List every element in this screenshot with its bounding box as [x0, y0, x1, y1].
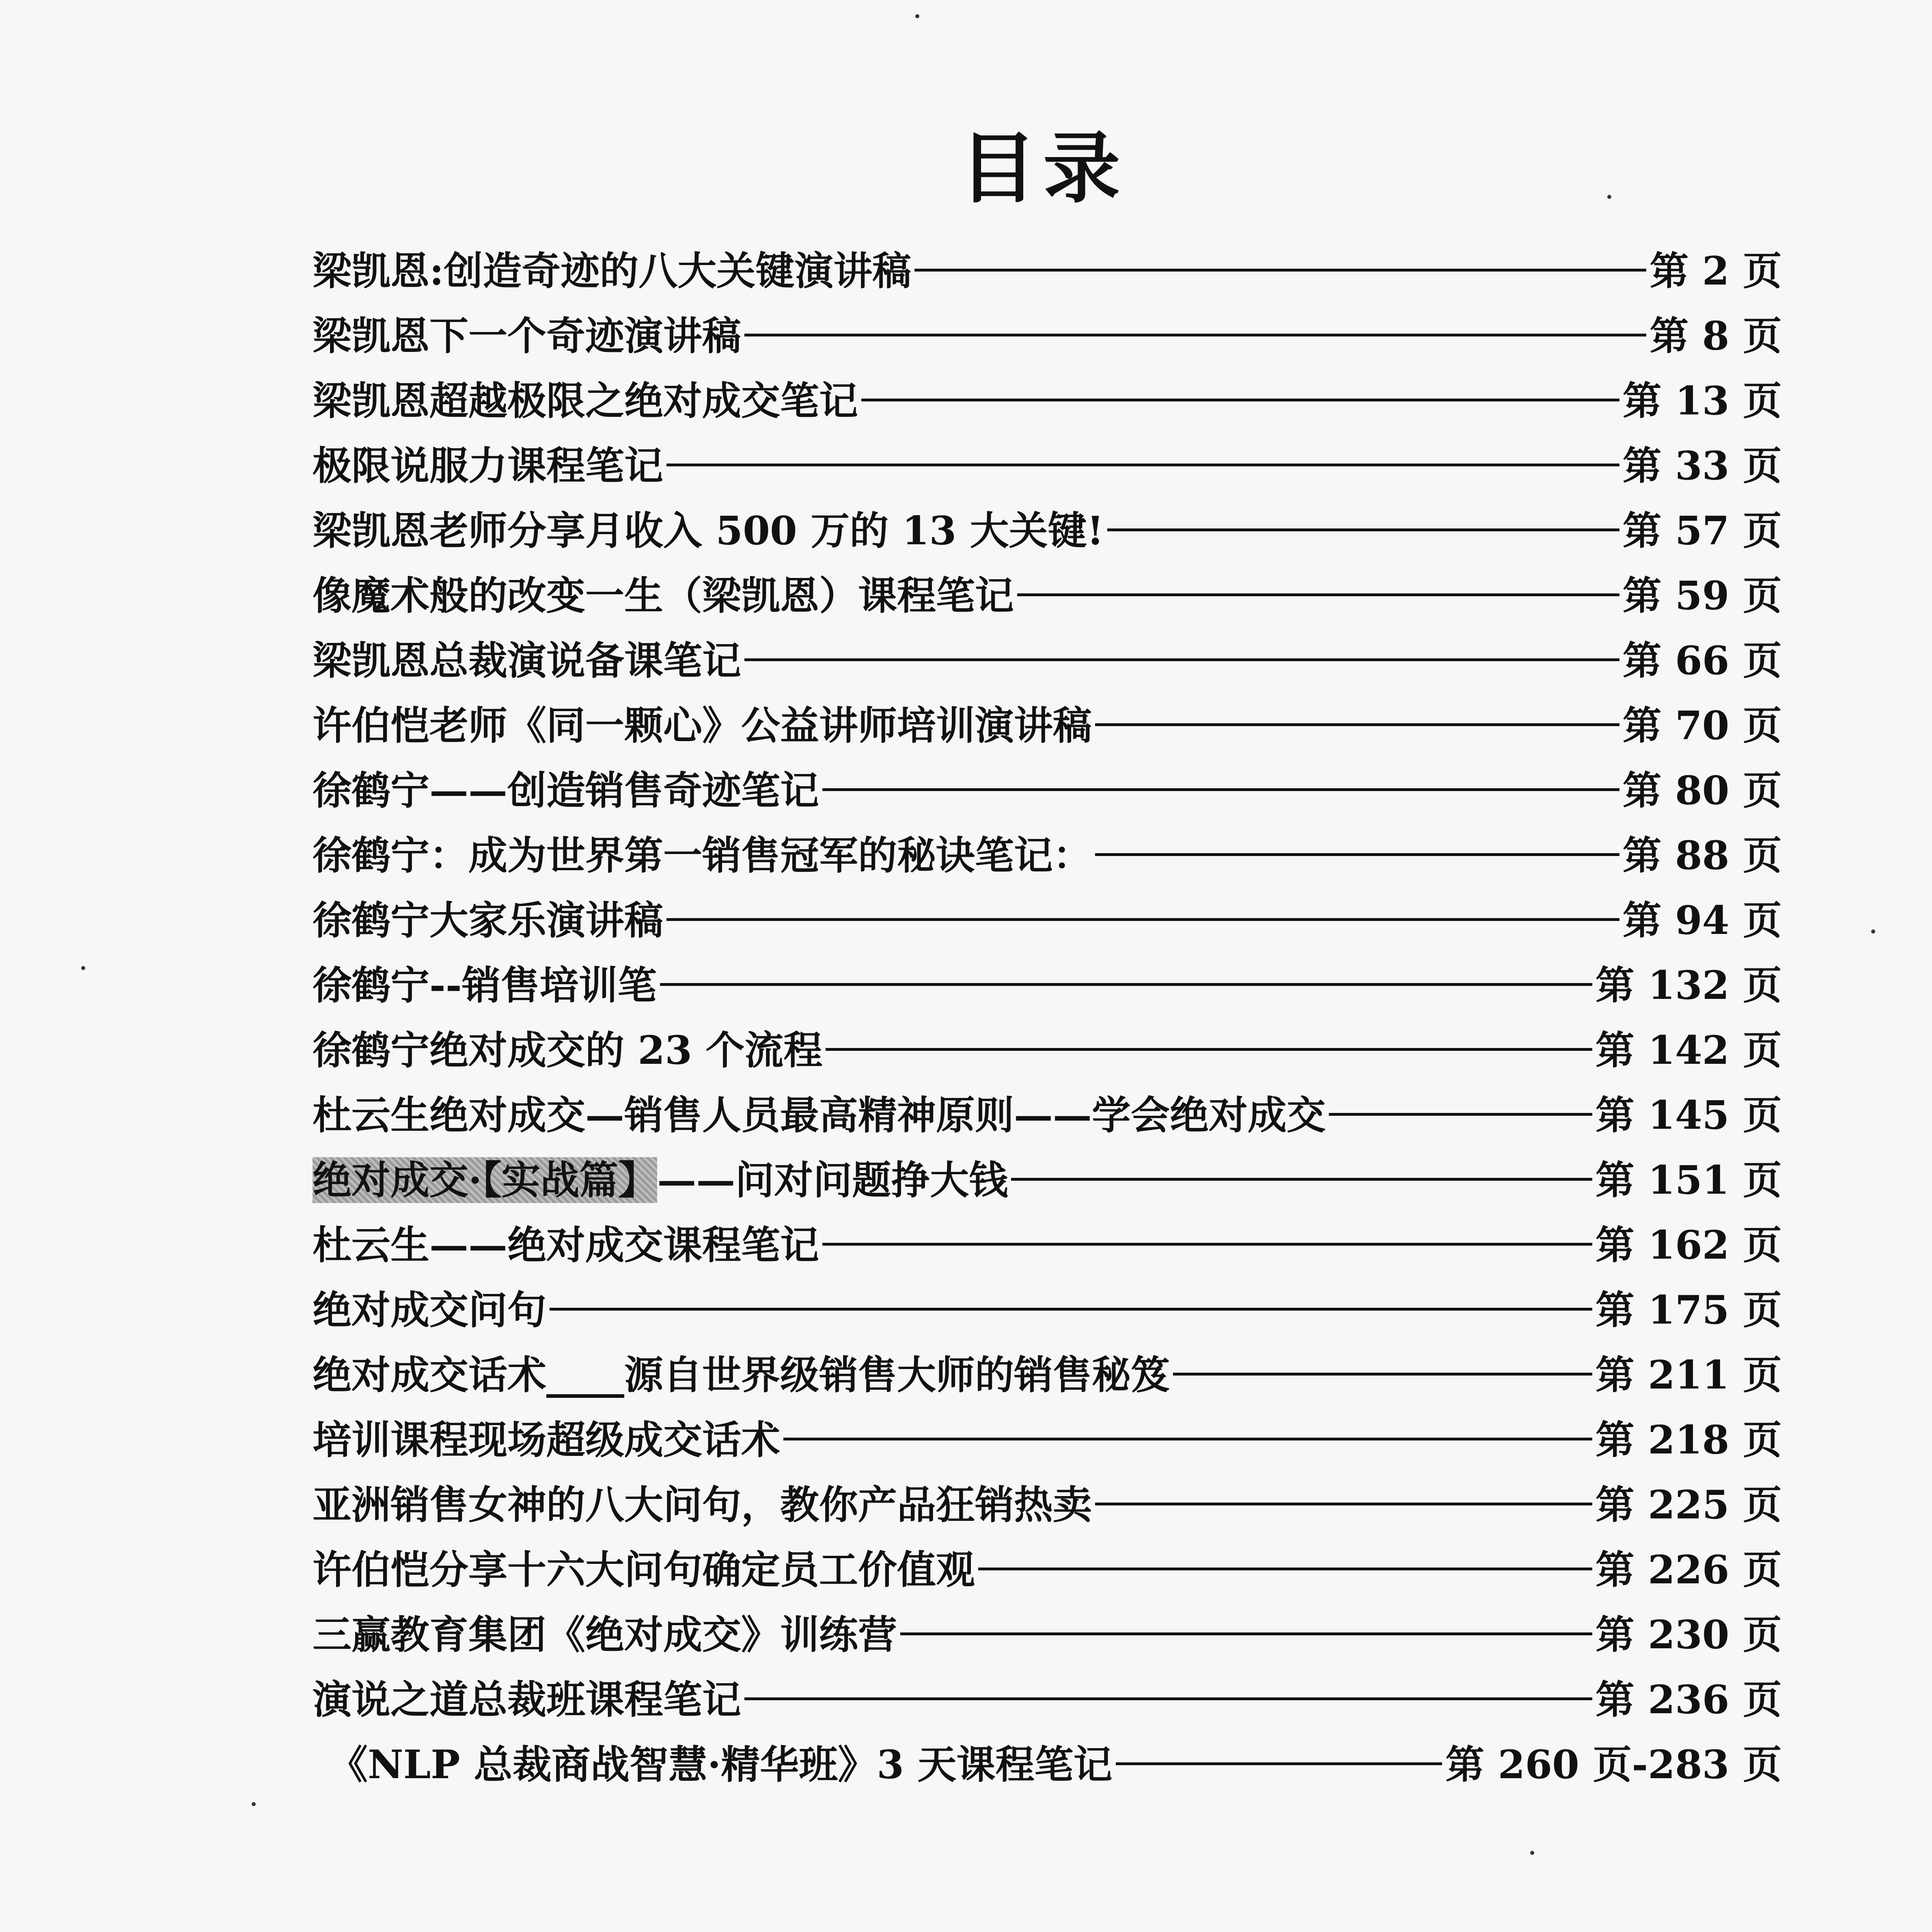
toc-entry [313, 1145, 1782, 1210]
toc-entry-label: 徐鹤宁--销售培训笔 [313, 962, 657, 1008]
toc-entry-page: 第 236 页 [1595, 1676, 1782, 1723]
leader-line [1329, 1113, 1592, 1116]
toc-entry [313, 1080, 1782, 1145]
leader-line [1095, 853, 1619, 856]
leader-line [666, 918, 1619, 921]
toc-entry-page: 第 94 页 [1622, 897, 1782, 943]
toc-entry-page: 第 59 页 [1622, 572, 1782, 619]
leader-line [914, 269, 1646, 272]
leader-line [744, 334, 1646, 336]
toc-entry-page: 第 132 页 [1595, 962, 1782, 1008]
toc-entry-label: 徐鹤宁——创造销售奇迹笔记 [313, 767, 819, 813]
toc-entry-page: 第 211 页 [1595, 1352, 1782, 1398]
toc-entry [313, 1729, 1782, 1794]
toc-entry-page: 第 230 页 [1595, 1611, 1782, 1658]
scan-speck [915, 14, 919, 18]
leader-line [822, 788, 1619, 791]
toc-entry [313, 495, 1782, 560]
toc-entry-label: 亚洲销售女神的八大问句，教你产品狂销热卖 [313, 1481, 1092, 1528]
toc-entry [313, 1015, 1782, 1080]
leader-line [1107, 528, 1619, 531]
toc-entry-label: 三赢教育集团《绝对成交》训练营 [313, 1611, 897, 1658]
toc-entry-label: 许伯恺老师《同一颗心》公益讲师培训演讲稿 [313, 702, 1092, 748]
leader-line [744, 1697, 1592, 1700]
toc-entry-label: 徐鹤宁：成为世界第一销售冠军的秘诀笔记： [313, 832, 1092, 878]
toc-entry [313, 1599, 1782, 1664]
toc-entry-label: 《NLP 总裁商战智慧·精华班》3 天课程笔记 [329, 1741, 1113, 1788]
toc-entry-label: 极限说服力课程笔记 [313, 442, 663, 489]
toc-entry-label-rest: ——问对问题挣大钱 [657, 1157, 1008, 1203]
toc-entry [313, 300, 1782, 365]
toc-entry-label: 培训课程现场超级成交话术 [313, 1417, 780, 1463]
toc-entry-label: 梁凯恩老师分享月收入 500 万的 13 大关键! [313, 507, 1104, 554]
toc-entry [313, 1404, 1782, 1469]
toc-entry-label: 徐鹤宁绝对成交的 23 个流程 [313, 1027, 823, 1073]
toc-entry [313, 950, 1782, 1015]
toc-entry-label: 绝对成交问句 [313, 1287, 546, 1333]
leader-line [978, 1568, 1592, 1570]
toc-entry-label: 梁凯恩超越极限之绝对成交笔记 [313, 377, 858, 424]
toc-entry [313, 560, 1782, 625]
toc-entry [313, 625, 1782, 690]
leader-line [861, 399, 1619, 401]
leader-line [744, 658, 1619, 661]
scan-speck [252, 1802, 256, 1806]
leader-line [1011, 1178, 1592, 1181]
toc-entry-page: 第 142 页 [1595, 1027, 1782, 1073]
toc-entry [313, 1210, 1782, 1274]
toc-entry-page: 第 175 页 [1595, 1287, 1782, 1333]
toc-entry-page: 第 33 页 [1622, 442, 1782, 489]
toc-entry-page: 第 260 页-283 页 [1445, 1741, 1782, 1788]
toc-entry-label: 杜云生——绝对成交课程笔记 [313, 1222, 819, 1268]
table-of-contents [313, 235, 1782, 1794]
toc-entry [313, 885, 1782, 950]
toc-entry [313, 1339, 1782, 1404]
leader-line [1173, 1373, 1592, 1376]
toc-entry-label: 杜云生绝对成交—销售人员最高精神原则——学会绝对成交 [313, 1092, 1326, 1138]
toc-entry-label: 像魔术般的改变一生（梁凯恩）课程笔记 [313, 572, 1014, 619]
scan-speck [81, 966, 85, 970]
toc-entry-page: 第 162 页 [1595, 1222, 1782, 1268]
toc-entry-page: 第 80 页 [1622, 767, 1782, 813]
toc-entry-label: 梁凯恩总裁演说备课笔记 [313, 637, 741, 684]
toc-entry-label [313, 1149, 1008, 1205]
toc-entry [313, 1534, 1782, 1599]
leader-line [1095, 1503, 1592, 1505]
toc-entry-page: 第 13 页 [1622, 377, 1782, 424]
toc-entry-page: 第 151 页 [1595, 1157, 1782, 1203]
leader-line [783, 1438, 1592, 1440]
toc-entry [313, 755, 1782, 820]
scan-speck [1530, 1851, 1534, 1855]
toc-entry [313, 1274, 1782, 1339]
toc-entry-page: 第 145 页 [1595, 1092, 1782, 1138]
leader-line [660, 983, 1592, 986]
toc-entry-page: 第 218 页 [1595, 1417, 1782, 1463]
toc-entry [313, 1469, 1782, 1534]
toc-entry-label: 绝对成交话术____源自世界级销售大师的销售秘笈 [313, 1352, 1170, 1398]
toc-entry-page: 第 226 页 [1595, 1546, 1782, 1593]
scan-speck [1607, 195, 1611, 199]
leader-line [550, 1308, 1592, 1311]
toc-entry [313, 690, 1782, 755]
toc-entry-page: 第 70 页 [1622, 702, 1782, 748]
toc-entry-page: 第 8 页 [1650, 313, 1782, 359]
leader-line [822, 1243, 1592, 1246]
toc-entry-label: 梁凯恩:创造奇迹的八大关键演讲稿 [313, 248, 912, 294]
toc-entry-label: 梁凯恩下一个奇迹演讲稿 [313, 313, 741, 359]
toc-entry [313, 1664, 1782, 1729]
leader-line [1095, 723, 1619, 726]
toc-entry-label: 许伯恺分享十六大问句确定员工价值观 [313, 1546, 975, 1593]
toc-entry-page: 第 57 页 [1622, 507, 1782, 554]
toc-entry [313, 235, 1782, 300]
toc-entry-page: 第 66 页 [1622, 637, 1782, 684]
toc-entry-label: 演说之道总裁班课程笔记 [313, 1676, 741, 1723]
toc-entry-label: 徐鹤宁大家乐演讲稿 [313, 897, 663, 943]
leader-line [826, 1048, 1592, 1051]
highlighted-label-text: 绝对成交·【实战篇】 [313, 1157, 658, 1203]
toc-entry-page: 第 225 页 [1595, 1481, 1782, 1528]
scan-speck [1871, 929, 1875, 934]
toc-entry [313, 365, 1782, 430]
toc-entry [313, 430, 1782, 495]
leader-line [900, 1632, 1592, 1635]
toc-entry [313, 820, 1782, 885]
page-title: 目录 [959, 123, 1127, 213]
leader-line [1116, 1762, 1443, 1765]
toc-entry-page: 第 88 页 [1622, 832, 1782, 878]
leader-line [666, 464, 1619, 466]
leader-line [1017, 593, 1619, 596]
toc-entry-page: 第 2 页 [1650, 248, 1782, 294]
